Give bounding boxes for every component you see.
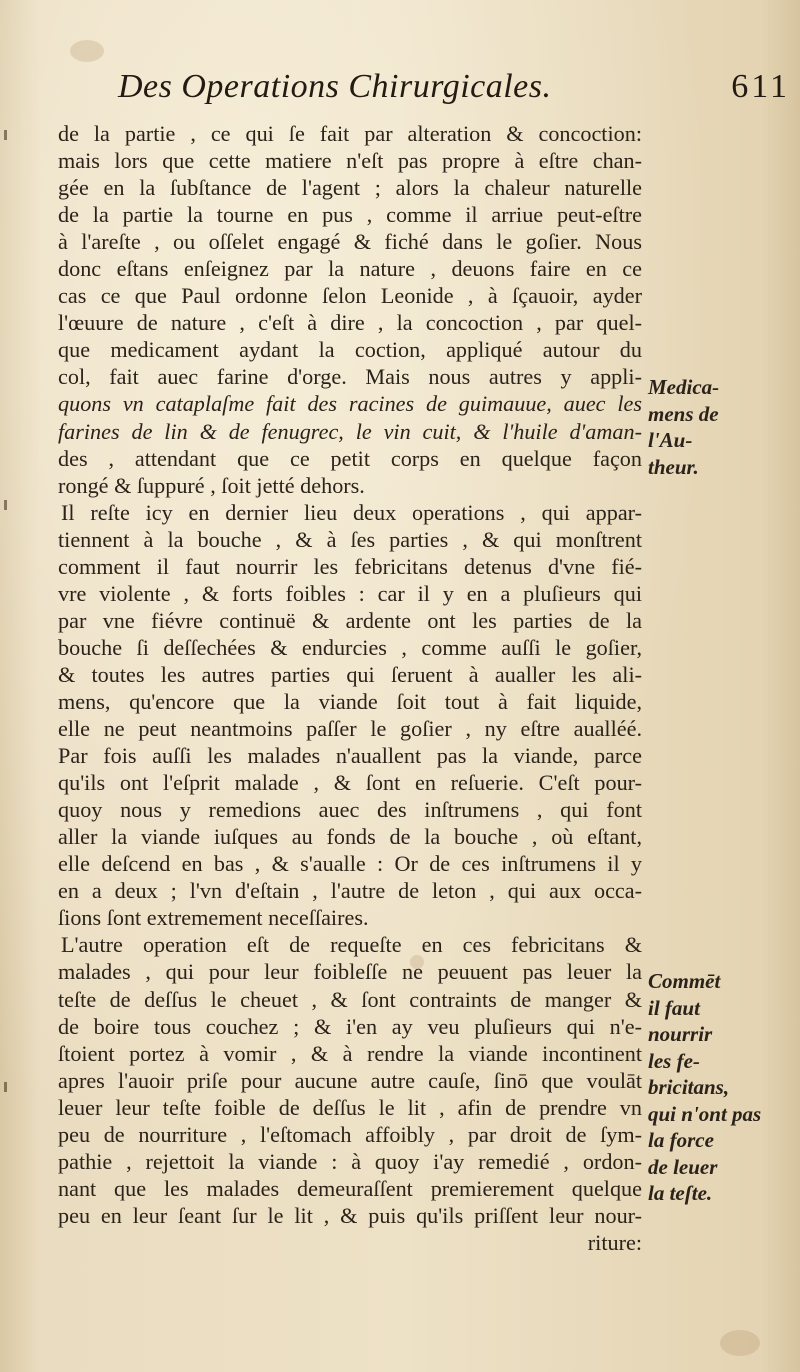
- text-line: elle deſcend en bas , & s'aualle : Or de ces inſtrumens il y: [58, 851, 642, 877]
- text-line: en a deux ; l'vn d'eſtain , l'autre de leton , qui aux occa-: [58, 878, 642, 904]
- margin-note: [648, 374, 798, 480]
- margin-note-line: la force: [648, 1128, 714, 1152]
- text-line: des , attendant que ce petit corps en quelque façon: [58, 445, 642, 471]
- margin-note-line: mens de: [648, 401, 719, 426]
- text-line: vre violente , & forts foibles : car il y en a pluſieurs qui: [58, 580, 642, 606]
- text-line: peu de nourriture , l'eſtomach affoibly , par droit de ſym-: [58, 1121, 642, 1147]
- text-line: elle ne peut neantmoins paſſer le goſier , ny eſtre aualléé.: [58, 716, 642, 742]
- gutter-mark: [4, 500, 7, 510]
- body-text: [58, 120, 642, 1256]
- margin-note-line: de leuer: [648, 1154, 718, 1179]
- foxing-stain: [720, 1330, 760, 1356]
- text-line: leuer leur teſte foible de deſſus le lit , afin de prendre vn: [58, 1094, 642, 1120]
- text-line: pathie , rejettoit la viande : à quoy i'ay remedié , ordon-: [58, 1148, 642, 1174]
- text-line: mais lors que cette matiere n'eſt pas propre à eſtre chan-: [58, 148, 642, 174]
- text-line: tiennent à la bouche , & à ſes parties , & qui monſtrent: [58, 526, 642, 552]
- margin-note-line: Medica-: [648, 375, 720, 399]
- text-line: bouche ſi deſſechées & endurcies , comme auſſi le goſier,: [58, 634, 642, 660]
- margin-note-line: qui n'ont pas: [648, 1101, 762, 1126]
- page-number: 611: [731, 68, 790, 105]
- catchword: riture:: [587, 1229, 642, 1255]
- text-line: rongé & ſuppuré , ſoit jetté dehors.: [58, 472, 365, 498]
- text-line: peu en leur ſeant ſur le lit , & puis qu'ils priſſent leur nour-: [58, 1202, 642, 1228]
- text-line: aller la viande iuſques au fonds de la bouche , où eſtant,: [58, 824, 642, 850]
- text-line: par vne fiévre continuë & ardente ont les parties de la: [58, 607, 642, 633]
- margin-note-line: il faut: [648, 995, 700, 1020]
- text-line: gée en la ſubſtance de l'agent ; alors la chaleur naturelle: [58, 175, 642, 201]
- text-line: L'autre operation eſt de requeſte en ces febricitans &: [61, 932, 642, 958]
- margin-note-line: les fe-: [648, 1048, 700, 1073]
- text-line: Il reſte icy en dernier lieu deux operations , qui appar-: [61, 499, 642, 525]
- text-line: quoy nous y remedions auec des inſtrumens , qui font: [58, 797, 642, 823]
- margin-note: [648, 968, 798, 1207]
- text-line: de la partie la tourne en pus , comme il arriue peut-eſtre: [58, 202, 642, 228]
- text-line: apres l'auoir priſe pour aucune autre cauſe, ſinō que voulāt: [58, 1067, 642, 1093]
- margin-note-line: theur.: [648, 454, 699, 479]
- text-line: de boire tous couchez ; & i'en ay veu pluſieurs qui n'e-: [58, 1013, 642, 1039]
- foxing-stain: [70, 40, 104, 62]
- text-line: malades , qui pour leur foibleſſe ne peuuent pas leuer la: [58, 959, 642, 985]
- text-line: qu'ils ont l'eſprit malade , & ſont en reſuerie. C'eſt pour-: [58, 770, 642, 796]
- page-header: [118, 68, 790, 118]
- text-line: nant que les malades demeuraſſent premierement quelque: [58, 1175, 642, 1201]
- text-line: col, fait auec farine d'orge. Mais nous autres y appli-: [58, 364, 642, 390]
- text-line: mens, qu'encore que la viande ſoit tout à fait liquide,: [58, 688, 642, 714]
- text-line: comment il faut nourrir les febricitans detenus d'vne fié-: [58, 553, 642, 579]
- text-line: Par fois auſſi les malades n'auallent pas la viande, parce: [58, 743, 642, 769]
- text-line: cas ce que Paul ordonne ſelon Leonide , à ſçauoir, ayder: [58, 283, 642, 309]
- text-line: teſte de deſſus le cheuet , & ſont contraints de manger &: [58, 986, 642, 1012]
- text-line: quons vn cataplaſme fait des racines de guimauue, auec les: [58, 391, 642, 417]
- text-line: farines de lin & de fenugrec, le vin cuit, & l'huile d'aman-: [58, 418, 642, 444]
- margin-note-line: la teſte.: [648, 1181, 713, 1205]
- text-line: à l'areſte , ou oſſelet engagé & fiché dans le goſier. Nous: [58, 229, 642, 255]
- margin-note-line: Commēt: [648, 969, 721, 993]
- gutter-mark: [4, 130, 7, 140]
- text-line: & toutes les autres parties qui ſeruent à aualler les ali-: [58, 661, 642, 687]
- gutter-mark: [4, 1082, 7, 1092]
- margin-note-line: bricitans,: [648, 1075, 730, 1099]
- text-line: l'œuure de nature , c'eſt à dire , la concoction , par quel-: [58, 310, 642, 336]
- text-line: que medicament aydant la coction, appliqué autour du: [58, 337, 642, 363]
- text-line: de la partie , ce qui ſe fait par alteration & concoction:: [58, 121, 642, 146]
- text-line: ſtoient portez à vomir , & à rendre la viande incontinent: [58, 1040, 642, 1066]
- margin-note-line: nourrir: [648, 1022, 713, 1046]
- text-line: donc eſtans enſeignez par la nature , deuons faire en ce: [58, 256, 642, 282]
- margin-note-line: l'Au-: [648, 428, 693, 452]
- running-title: Des Operations Chirurgicales.: [118, 68, 552, 105]
- text-line: ſions ſont extremement neceſſaires.: [58, 905, 369, 931]
